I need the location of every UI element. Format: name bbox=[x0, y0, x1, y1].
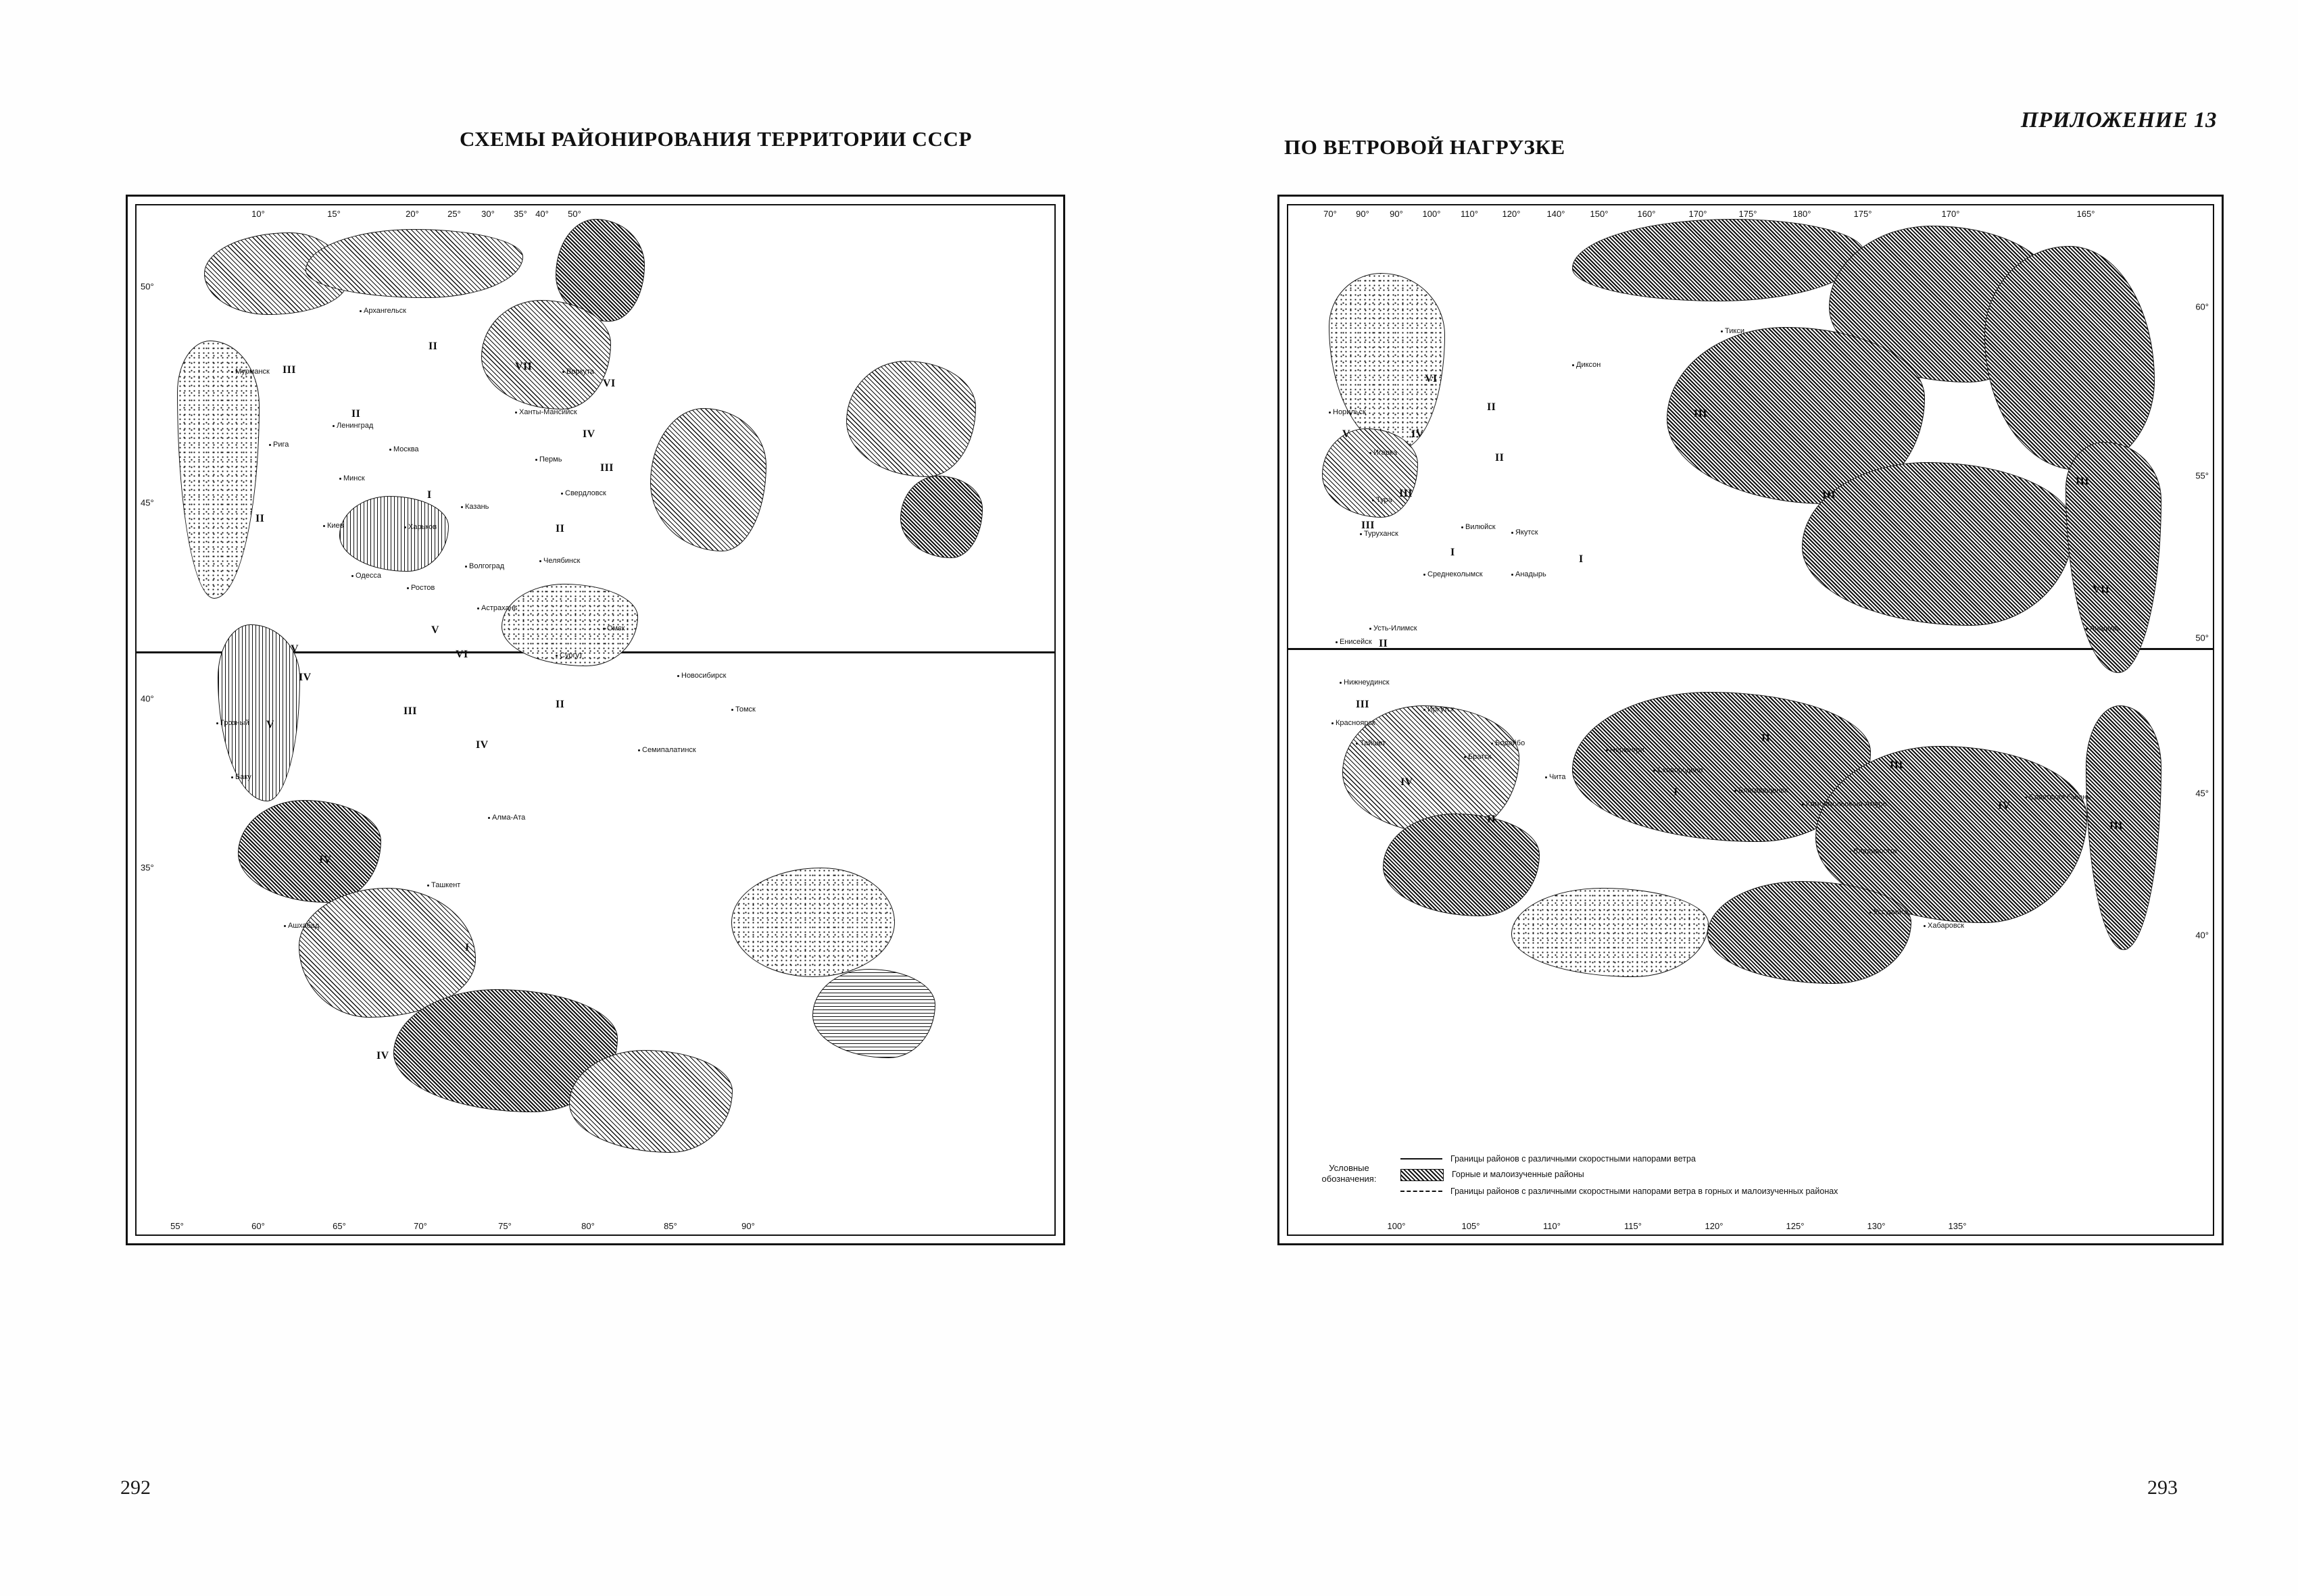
terrain-mass bbox=[305, 229, 523, 298]
tick-label: 140° bbox=[1546, 209, 1565, 219]
legend-row bbox=[1400, 1186, 1838, 1197]
terrain-mass bbox=[1322, 428, 1418, 518]
city-label: Рига bbox=[269, 441, 289, 449]
region-label: III bbox=[2076, 476, 2089, 487]
terrain-mass bbox=[481, 300, 611, 409]
region-label: II bbox=[1487, 814, 1496, 825]
map-left-frame bbox=[126, 195, 1065, 1245]
tick-label: 125° bbox=[1786, 1221, 1805, 1231]
tick-label: 55° bbox=[2195, 470, 2209, 481]
tick-label: 90° bbox=[1356, 209, 1369, 219]
city-label: Братск bbox=[1464, 753, 1491, 761]
city-label: Киев bbox=[323, 522, 344, 530]
city-label: Бодайбо bbox=[1491, 739, 1525, 747]
city-label: Семипалатинск bbox=[638, 746, 696, 754]
city-label: Сургут bbox=[556, 651, 583, 659]
tick-label: 45° bbox=[2195, 788, 2209, 799]
region-label: V bbox=[266, 719, 274, 730]
city-label: Ленинград bbox=[333, 422, 373, 430]
tick-label: 40° bbox=[535, 209, 549, 219]
region-label: IV bbox=[299, 672, 312, 683]
legend-row bbox=[1400, 1169, 1838, 1181]
map-right-frame bbox=[1277, 195, 2224, 1245]
tick-label: 80° bbox=[581, 1221, 595, 1231]
map-legend bbox=[1309, 1153, 2193, 1197]
city-label: Одесса bbox=[351, 572, 381, 580]
city-label: Среднеколымск bbox=[1423, 570, 1483, 578]
tick-label: 165° bbox=[2076, 209, 2095, 219]
tick-label: 75° bbox=[498, 1221, 512, 1231]
region-label: V bbox=[1342, 428, 1350, 440]
city-label: Якутск bbox=[1511, 528, 1538, 537]
tick-label: 150° bbox=[1590, 209, 1609, 219]
page-title-left: СХЕМЫ РАЙОНИРОВАНИЯ ТЕРРИТОРИИ СССР bbox=[460, 127, 972, 151]
city-label: Воркута bbox=[562, 368, 594, 376]
legend-text: Границы районов с различными скоростными напорами ветра в горных и малоизученных районах bbox=[1450, 1186, 1838, 1196]
map-right-sheet-seam bbox=[1288, 648, 2213, 650]
region-label: II bbox=[1487, 401, 1496, 413]
city-label: Баку bbox=[231, 773, 251, 781]
city-label: Вилюйск bbox=[1461, 523, 1496, 531]
hatched-area-icon bbox=[1400, 1169, 1444, 1181]
region-label: I bbox=[1673, 787, 1678, 798]
tick-label: 35° bbox=[514, 209, 527, 219]
tick-label: 20° bbox=[406, 209, 419, 219]
tick-label: 110° bbox=[1461, 209, 1478, 219]
tick-label: 70° bbox=[1323, 209, 1337, 219]
region-label: III bbox=[2109, 820, 2123, 832]
tick-label: 30° bbox=[481, 209, 495, 219]
tick-label: 175° bbox=[1738, 209, 1757, 219]
region-label: III bbox=[283, 364, 296, 376]
terrain-mass bbox=[812, 969, 935, 1058]
city-label: Советская Гавань bbox=[2025, 793, 2091, 801]
region-label: VI bbox=[603, 378, 616, 389]
city-label: Пермь bbox=[535, 455, 562, 464]
city-label: Ростов bbox=[407, 584, 435, 592]
city-label: Алма-Ата bbox=[488, 814, 525, 822]
region-label: II bbox=[255, 513, 265, 524]
region-label: III bbox=[1361, 520, 1375, 531]
city-label: Томск bbox=[731, 705, 756, 714]
city-label: Иркутск bbox=[1423, 705, 1454, 714]
region-label: VI bbox=[456, 649, 468, 660]
tick-label: 120° bbox=[1705, 1221, 1724, 1231]
city-label: Казань bbox=[461, 503, 489, 511]
tick-label: 50° bbox=[568, 209, 581, 219]
region-label: I bbox=[427, 489, 432, 501]
terrain-mass bbox=[846, 361, 976, 477]
tick-label: 70° bbox=[414, 1221, 427, 1231]
region-label: II bbox=[556, 699, 565, 710]
legend-text: Горные и малоизученные районы bbox=[1452, 1169, 1584, 1179]
city-label: Владивосток bbox=[1849, 847, 1898, 855]
city-label: Архангельск bbox=[360, 307, 406, 315]
page-number-left: 292 bbox=[120, 1476, 151, 1499]
city-label: Тура bbox=[1372, 496, 1392, 504]
terrain-mass bbox=[1511, 888, 1709, 977]
city-label: Туруханск bbox=[1360, 530, 1398, 538]
region-label: VII bbox=[515, 361, 533, 372]
region-label: II bbox=[1761, 732, 1771, 744]
tick-label: 90° bbox=[1390, 209, 1403, 219]
region-label: I bbox=[1579, 553, 1584, 565]
region-label: III bbox=[1399, 488, 1413, 499]
city-label: Комсомольск-на-Амуре bbox=[1802, 800, 1887, 808]
region-label: V bbox=[291, 643, 299, 655]
terrain-mass bbox=[1707, 881, 1911, 984]
page-number-right: 293 bbox=[2147, 1476, 2178, 1499]
city-label: Ташкент bbox=[427, 881, 460, 889]
terrain-mass bbox=[238, 800, 381, 903]
tick-label: 100° bbox=[1387, 1221, 1406, 1231]
city-label: Новосибирск bbox=[677, 672, 726, 680]
region-label: III bbox=[600, 462, 614, 474]
legend-title: Условные обозначения: bbox=[1321, 1162, 1377, 1184]
tick-label: 105° bbox=[1461, 1221, 1480, 1231]
region-label: IV bbox=[1411, 428, 1424, 440]
region-label: IV bbox=[376, 1050, 389, 1062]
city-label: Астрахань bbox=[477, 604, 517, 612]
city-label: Благовещенск bbox=[1734, 787, 1788, 795]
terrain-mass bbox=[650, 408, 766, 551]
terrain-mass bbox=[1329, 273, 1445, 450]
city-label: Хабаровск bbox=[1924, 922, 1964, 930]
city-label: Тикси bbox=[1721, 327, 1744, 335]
region-label: II bbox=[429, 341, 438, 352]
region-label: II bbox=[351, 408, 361, 420]
map-left-inner bbox=[135, 204, 1056, 1236]
city-label: Нижнеудинск bbox=[1340, 678, 1390, 687]
tick-label: 10° bbox=[251, 209, 265, 219]
tick-label: 170° bbox=[1688, 209, 1707, 219]
region-label: VI bbox=[1425, 373, 1438, 384]
terrain-mass bbox=[2086, 705, 2161, 950]
city-label: Красноярск bbox=[1331, 719, 1375, 727]
region-label: II bbox=[1379, 638, 1388, 649]
city-label: Тайшет bbox=[1356, 739, 1386, 747]
tick-label: 130° bbox=[1867, 1221, 1886, 1231]
map-right-inner bbox=[1287, 204, 2214, 1236]
region-label: III bbox=[404, 705, 417, 717]
tick-label: 60° bbox=[251, 1221, 265, 1231]
region-label: III bbox=[1890, 759, 1903, 771]
city-label: Игарка bbox=[1369, 449, 1397, 457]
region-label: III bbox=[1822, 489, 1836, 501]
terrain-mass bbox=[1984, 246, 2155, 470]
region-label: IV bbox=[1400, 776, 1413, 788]
city-label: Нерюнгри bbox=[1606, 746, 1644, 754]
city-label: Ашхабад bbox=[284, 922, 319, 930]
city-label: Мурманск bbox=[231, 368, 270, 376]
tick-label: 120° bbox=[1502, 209, 1521, 219]
region-label: I bbox=[465, 942, 470, 953]
region-label: IV bbox=[583, 428, 595, 440]
region-label: III bbox=[1356, 699, 1369, 710]
tick-label: 45° bbox=[141, 497, 154, 508]
region-label: VII bbox=[2093, 584, 2110, 595]
tick-label: 90° bbox=[741, 1221, 755, 1231]
city-label: Харьков bbox=[404, 523, 437, 531]
region-label: II bbox=[1495, 452, 1505, 464]
tick-label: 170° bbox=[1941, 209, 1960, 219]
region-label: IV bbox=[319, 854, 332, 866]
tick-label: 65° bbox=[333, 1221, 346, 1231]
city-label: Ханты-Мансийск bbox=[515, 408, 577, 416]
terrain-mass bbox=[1802, 462, 2074, 626]
tick-label: 50° bbox=[2195, 632, 2209, 643]
city-label: Енисейск bbox=[1336, 638, 1372, 646]
tick-label: 100° bbox=[1422, 209, 1441, 219]
terrain-mass bbox=[177, 341, 260, 599]
city-label: Челябинск bbox=[539, 557, 580, 565]
terrain-mass bbox=[339, 496, 449, 572]
legend-text: Границы районов с различными скоростными напорами ветра bbox=[1450, 1153, 1696, 1164]
region-label: IV bbox=[1998, 800, 2011, 812]
city-label: Свердловск bbox=[561, 489, 606, 497]
region-label: V bbox=[431, 624, 439, 636]
city-label: Усть-Илимск bbox=[1369, 624, 1417, 632]
tick-label: 15° bbox=[327, 209, 341, 219]
tick-label: 115° bbox=[1624, 1221, 1642, 1231]
city-label: Волгоград bbox=[465, 562, 504, 570]
city-label: Москва bbox=[389, 445, 419, 453]
city-label: Сковородино bbox=[1653, 766, 1703, 774]
tick-label: 175° bbox=[1853, 209, 1872, 219]
tick-label: 60° bbox=[2195, 301, 2209, 312]
tick-label: 110° bbox=[1543, 1221, 1561, 1231]
terrain-mass bbox=[569, 1050, 733, 1153]
city-label: Анадырь bbox=[2086, 624, 2121, 632]
page-title-right: ПО ВЕТРОВОЙ НАГРУЗКЕ bbox=[1284, 135, 1565, 159]
terrain-mass bbox=[1383, 814, 1540, 916]
legend-row bbox=[1400, 1153, 1838, 1164]
tick-label: 55° bbox=[170, 1221, 184, 1231]
region-label: III bbox=[1694, 408, 1707, 420]
dashed-line-icon bbox=[1400, 1186, 1442, 1197]
city-label: Диксон bbox=[1572, 361, 1600, 369]
city-label: Уссурийск bbox=[1869, 908, 1908, 916]
tick-label: 25° bbox=[447, 209, 461, 219]
tick-label: 85° bbox=[664, 1221, 677, 1231]
city-label: Анадырь bbox=[1511, 570, 1546, 578]
solid-line-icon bbox=[1400, 1153, 1442, 1164]
legend-rows bbox=[1400, 1153, 1838, 1197]
city-label: Минск bbox=[339, 474, 365, 482]
terrain-mass bbox=[218, 624, 300, 801]
tick-label: 40° bbox=[2195, 930, 2209, 941]
tick-label: 35° bbox=[141, 862, 154, 873]
tick-label: 180° bbox=[1792, 209, 1811, 219]
tick-label: 40° bbox=[141, 693, 154, 704]
tick-label: 160° bbox=[1637, 209, 1656, 219]
city-label: Омск bbox=[603, 624, 625, 632]
region-label: II bbox=[556, 523, 565, 534]
city-label: Чита bbox=[1545, 773, 1566, 781]
city-label: Норильск bbox=[1329, 408, 1366, 416]
terrain-mass bbox=[731, 868, 895, 977]
terrain-mass bbox=[900, 476, 983, 558]
region-label: I bbox=[1450, 547, 1455, 558]
region-label: IV bbox=[476, 739, 489, 751]
tick-label: 50° bbox=[141, 281, 154, 292]
terrain-mass bbox=[1572, 219, 1864, 301]
city-label: Грозный bbox=[216, 719, 249, 727]
tick-label: 135° bbox=[1948, 1221, 1967, 1231]
appendix-label: ПРИЛОЖЕНИЕ 13 bbox=[2020, 108, 2217, 132]
